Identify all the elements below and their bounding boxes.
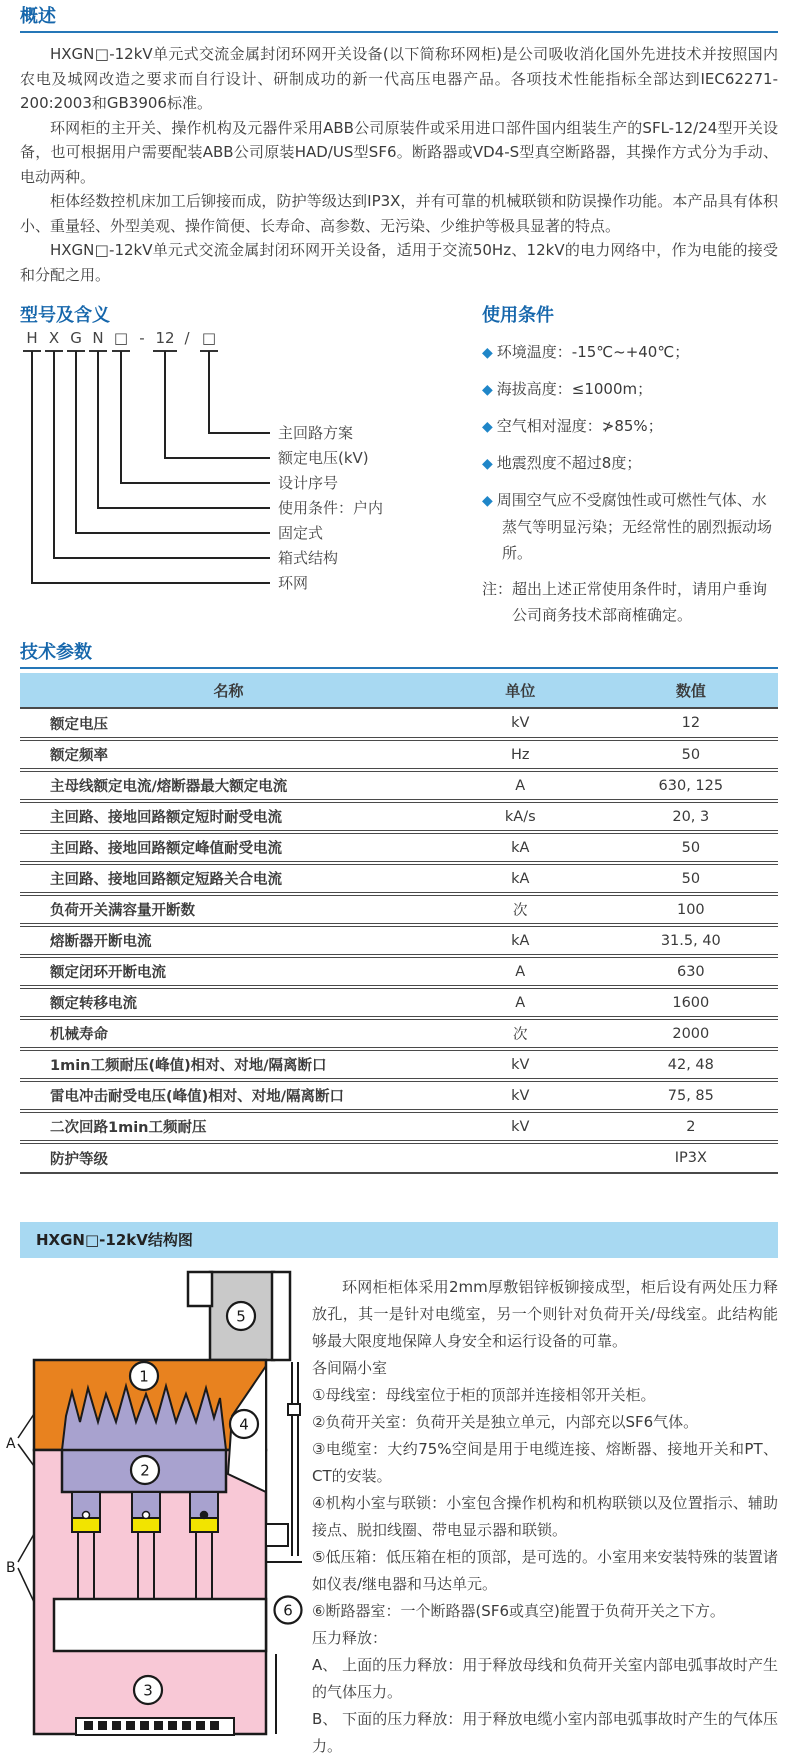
rear-panel-tab — [288, 1404, 300, 1415]
params-row — [20, 1018, 778, 1049]
model-code-char: □ — [201, 329, 217, 347]
label-b-line — [18, 1568, 34, 1602]
params-row — [20, 1080, 778, 1111]
diamond-bullet-icon: ◆ — [482, 493, 493, 509]
conditions-note: 注：超出上述正常使用条件时，请用户垂询公司商务技术部商榷确定。 — [482, 580, 768, 624]
pressure-items — [312, 1652, 778, 1760]
model-code-char: / — [184, 329, 190, 347]
model-code-char: G — [70, 329, 82, 347]
diamond-bullet-icon: ◆ — [482, 419, 493, 435]
parameters-title: 技术参数 — [20, 642, 92, 663]
param-value-cell: 2 — [604, 1111, 778, 1142]
callout-4: 4 — [239, 1415, 249, 1434]
param-value-cell: 50 — [604, 832, 778, 863]
param-unit-cell: kA — [437, 832, 604, 863]
parameters-section — [20, 642, 778, 1174]
overview-paragraph: 环网柜的主开关、操作机构及元器件采用ABB公司原装件或采用进口部件国内组装生产的SFL-12/24型开关设备，也可根据用户需要配装ABB公司原装HAD/US型SF6。断路器或VD4-S型真空断路器，其操作方式分为手动、电动两种。 — [20, 118, 778, 186]
params-row — [20, 987, 778, 1018]
params-body — [20, 708, 778, 1173]
param-name-cell: 雷电冲击耐受电压(峰值)相对、对地/隔离断口 — [20, 1080, 437, 1111]
model-connector-line — [54, 351, 270, 558]
param-value-cell: 20, 3 — [604, 801, 778, 832]
model-connector-line — [121, 351, 270, 483]
label-b: B — [6, 1560, 16, 1576]
pressure-title: 压力释放： — [312, 1629, 388, 1647]
param-value-cell: 1600 — [604, 987, 778, 1018]
model-label: 使用条件：户内 — [278, 499, 384, 517]
param-name-cell: 防护等级 — [20, 1142, 437, 1173]
params-row — [20, 863, 778, 894]
param-unit-cell: A — [437, 956, 604, 987]
callout-2: 2 — [140, 1461, 150, 1480]
callout-3: 3 — [143, 1681, 153, 1700]
params-row — [20, 956, 778, 987]
fuse-block — [72, 1518, 100, 1532]
condition-item — [482, 339, 778, 366]
callout-1: 1 — [139, 1367, 149, 1386]
param-name-cell: 1min工频耐压(峰值)相对、对地/隔离断口 — [20, 1049, 437, 1080]
model-designation-diagram — [20, 327, 458, 595]
params-table — [20, 673, 778, 1174]
param-unit-cell: kV — [437, 708, 604, 739]
diamond-bullet-icon: ◆ — [482, 345, 493, 361]
parameters-rule — [20, 667, 778, 669]
condition-item — [482, 450, 778, 477]
model-code-char: N — [92, 329, 104, 347]
params-row — [20, 801, 778, 832]
overview-paragraph: HXGN□-12kV单元式交流金属封闭环网开关设备(以下简称环网柜)是公司吸收消化国外先进技术并按照国内农电及城网改造之要求而自行设计、研制成功的新一代高压电器产品。各项技术性能指标全部达到IEC62271-200:2003和GB3906标准。 — [20, 45, 778, 112]
params-row — [20, 739, 778, 770]
params-row — [20, 925, 778, 956]
params-column-header: 单位 — [437, 673, 604, 708]
param-unit-cell: A — [437, 770, 604, 801]
param-value-cell: 50 — [604, 863, 778, 894]
fuse-contact — [143, 1512, 150, 1519]
param-unit-cell: A — [437, 987, 604, 1018]
conditions-title: 使用条件 — [482, 305, 554, 326]
compartment-item: ③电缆室：大约75%空间是用于电缆连接、熔断器、接地开关和PT、CT的安装。 — [312, 1440, 778, 1485]
params-row — [20, 708, 778, 739]
model-code-char: H — [26, 329, 38, 347]
params-row — [20, 770, 778, 801]
breaker-cutout — [54, 1599, 266, 1651]
model-label: 主回路方案 — [278, 424, 354, 442]
param-unit-cell: kA — [437, 863, 604, 894]
param-name-cell: 主回路、接地回路额定短时耐受电流 — [20, 801, 437, 832]
param-unit-cell: Hz — [437, 739, 604, 770]
params-header-row — [20, 673, 778, 708]
callout-5: 5 — [236, 1307, 246, 1326]
lv-box-notch — [188, 1272, 212, 1306]
param-value-cell: 2000 — [604, 1018, 778, 1049]
param-unit-cell: kV — [437, 1049, 604, 1080]
pressure-item: B、 下面的压力释放：用于释放电缆小室内部电弧事故时产生的气体压力。 — [312, 1710, 778, 1755]
params-row — [20, 1142, 778, 1173]
param-value-cell: 31.5, 40 — [604, 925, 778, 956]
compartment-item: ②负荷开关室：负荷开关是独立单元，内部充以SF6气体。 — [312, 1413, 699, 1431]
compartment-item: ⑤低压箱：低压箱在柜的顶部，是可选的。小室用来安装特殊的装置诸如仪表/继电器和马达单元。 — [312, 1548, 778, 1593]
condition-item — [482, 487, 778, 566]
param-name-cell: 额定闭环开断电流 — [20, 956, 437, 987]
model-section — [20, 305, 458, 628]
param-name-cell: 负荷开关满容量开断数 — [20, 894, 437, 925]
overview-paragraph: 柜体经数控机床加工后铆接而成，防护等级达到IP3X，并有可靠的机械联锁和防误操作功能。本产品具有体积小、重量轻、外型美观、操作简便、长寿命、高参数、无污染、少维护等极具显著的特点。 — [20, 192, 778, 235]
params-row — [20, 1049, 778, 1080]
model-label: 环网 — [278, 574, 309, 592]
param-value-cell: 100 — [604, 894, 778, 925]
model-title: 型号及含义 — [20, 305, 110, 326]
model-connector-line — [209, 351, 270, 433]
overview-title: 概述 — [20, 6, 56, 27]
condition-text: 地震烈度不超过8度； — [496, 454, 642, 472]
condition-item — [482, 376, 778, 403]
params-column-header: 名称 — [20, 673, 437, 708]
param-name-cell: 额定转移电流 — [20, 987, 437, 1018]
condition-text: 环境温度：-15℃~+40℃； — [496, 343, 690, 361]
model-code-char: □ — [113, 329, 129, 347]
model-conditions-row — [20, 305, 778, 628]
param-unit-cell: kV — [437, 1111, 604, 1142]
model-connector-line — [98, 351, 270, 508]
param-name-cell: 额定频率 — [20, 739, 437, 770]
param-name-cell: 二次回路1min工频耐压 — [20, 1111, 437, 1142]
overview-rule — [20, 31, 778, 33]
callout-6: 6 — [283, 1601, 293, 1620]
params-column-header: 数值 — [604, 673, 778, 708]
structure-band: HXGN□-12kV结构图 — [20, 1222, 778, 1258]
fuse-contact — [201, 1512, 208, 1519]
param-name-cell: 主回路、接地回路额定短路关合电流 — [20, 863, 437, 894]
param-name-cell: 额定电压 — [20, 708, 437, 739]
overview-paragraphs — [20, 42, 778, 287]
param-value-cell: 630 — [604, 956, 778, 987]
model-connector-line — [32, 351, 270, 583]
param-value-cell: IP3X — [604, 1142, 778, 1173]
param-name-cell: 主母线额定电流/熔断器最大额定电流 — [20, 770, 437, 801]
params-row — [20, 1111, 778, 1142]
overview-paragraph: HXGN□-12kV单元式交流金属封闭环网开关设备，适用于交流50Hz、12kV的电力网络中，作为电能的接受和分配之用。 — [20, 241, 778, 284]
model-code-char: X — [48, 329, 60, 347]
diamond-bullet-icon: ◆ — [482, 456, 493, 472]
structure-text — [302, 1266, 778, 1760]
param-unit-cell: kA — [437, 925, 604, 956]
structure-intro: 环网柜柜体采用2mm厚敷铝锌板铆接成型，柜后设有两处压力释放孔，其一是针对电缆室，另一个则针对负荷开关/母线室。此结构能够最大限度地保障人身安全和运行设备的可靠。 — [312, 1278, 778, 1350]
param-name-cell: 熔断器开断电流 — [20, 925, 437, 956]
param-unit-cell: 次 — [437, 894, 604, 925]
diamond-bullet-icon: ◆ — [482, 382, 493, 398]
model-code-char: 12 — [155, 329, 175, 347]
structure-diagram-wrap — [0, 1266, 302, 1760]
model-label: 箱式结构 — [278, 549, 339, 567]
conditions-section — [458, 305, 778, 628]
label-a: A — [6, 1436, 16, 1452]
param-name-cell: 主回路、接地回路额定峰值耐受电流 — [20, 832, 437, 863]
params-row — [20, 832, 778, 863]
condition-text: 周围空气应不受腐蚀性或可燃性气体、水蒸气等明显污染；无经常性的剧烈振动场所。 — [496, 491, 773, 562]
structure-diagram — [4, 1266, 304, 1738]
structure-row — [6, 1266, 778, 1760]
param-value-cell: 42, 48 — [604, 1049, 778, 1080]
compartment-item: ④机构小室与联锁：小室包含操作机构和机构联锁以及位置指示、辅助接点、脱扣线圈、带电显示器和联锁。 — [312, 1494, 778, 1539]
condition-text: 空气相对湿度：≯85%； — [496, 417, 663, 435]
label-b-line — [18, 1534, 34, 1562]
model-label: 固定式 — [278, 524, 324, 542]
compartments-title: 各间隔小室 — [312, 1359, 388, 1377]
conditions-list — [482, 339, 778, 566]
param-unit-cell: kA/s — [437, 801, 604, 832]
label-a-line — [18, 1414, 34, 1438]
param-unit-cell: 次 — [437, 1018, 604, 1049]
fuse-block — [190, 1518, 218, 1532]
param-unit-cell — [437, 1142, 604, 1173]
model-label: 设计序号 — [278, 474, 339, 492]
param-value-cell: 50 — [604, 739, 778, 770]
model-connector-line — [165, 351, 270, 458]
structure-items — [312, 1382, 778, 1625]
fuse-block — [132, 1518, 160, 1532]
model-connector-line — [76, 351, 270, 533]
fuse-contact — [83, 1512, 90, 1519]
model-code-char: - — [139, 329, 145, 347]
condition-item — [482, 413, 778, 440]
side-tab — [266, 1524, 288, 1546]
params-row — [20, 894, 778, 925]
compartment-item: ①母线室：母线室位于柜的顶部并连接相邻开关柜。 — [312, 1386, 656, 1404]
param-value-cell: 75, 85 — [604, 1080, 778, 1111]
compartment-item: ⑥断路器室：一个断路器(SF6或真空)能置于负荷开关之下方。 — [312, 1602, 725, 1620]
condition-text: 海拔高度：≤1000m； — [496, 380, 653, 398]
param-name-cell: 机械寿命 — [20, 1018, 437, 1049]
param-unit-cell: kV — [437, 1080, 604, 1111]
param-value-cell: 12 — [604, 708, 778, 739]
label-a-line — [18, 1444, 34, 1466]
lv-box-right-strip — [272, 1272, 290, 1360]
model-label: 额定电压(kV) — [278, 449, 369, 467]
pressure-item: A、 上面的压力释放：用于释放母线和负荷开关室内部电弧事故时产生的气体压力。 — [312, 1656, 778, 1701]
param-value-cell: 630, 125 — [604, 770, 778, 801]
